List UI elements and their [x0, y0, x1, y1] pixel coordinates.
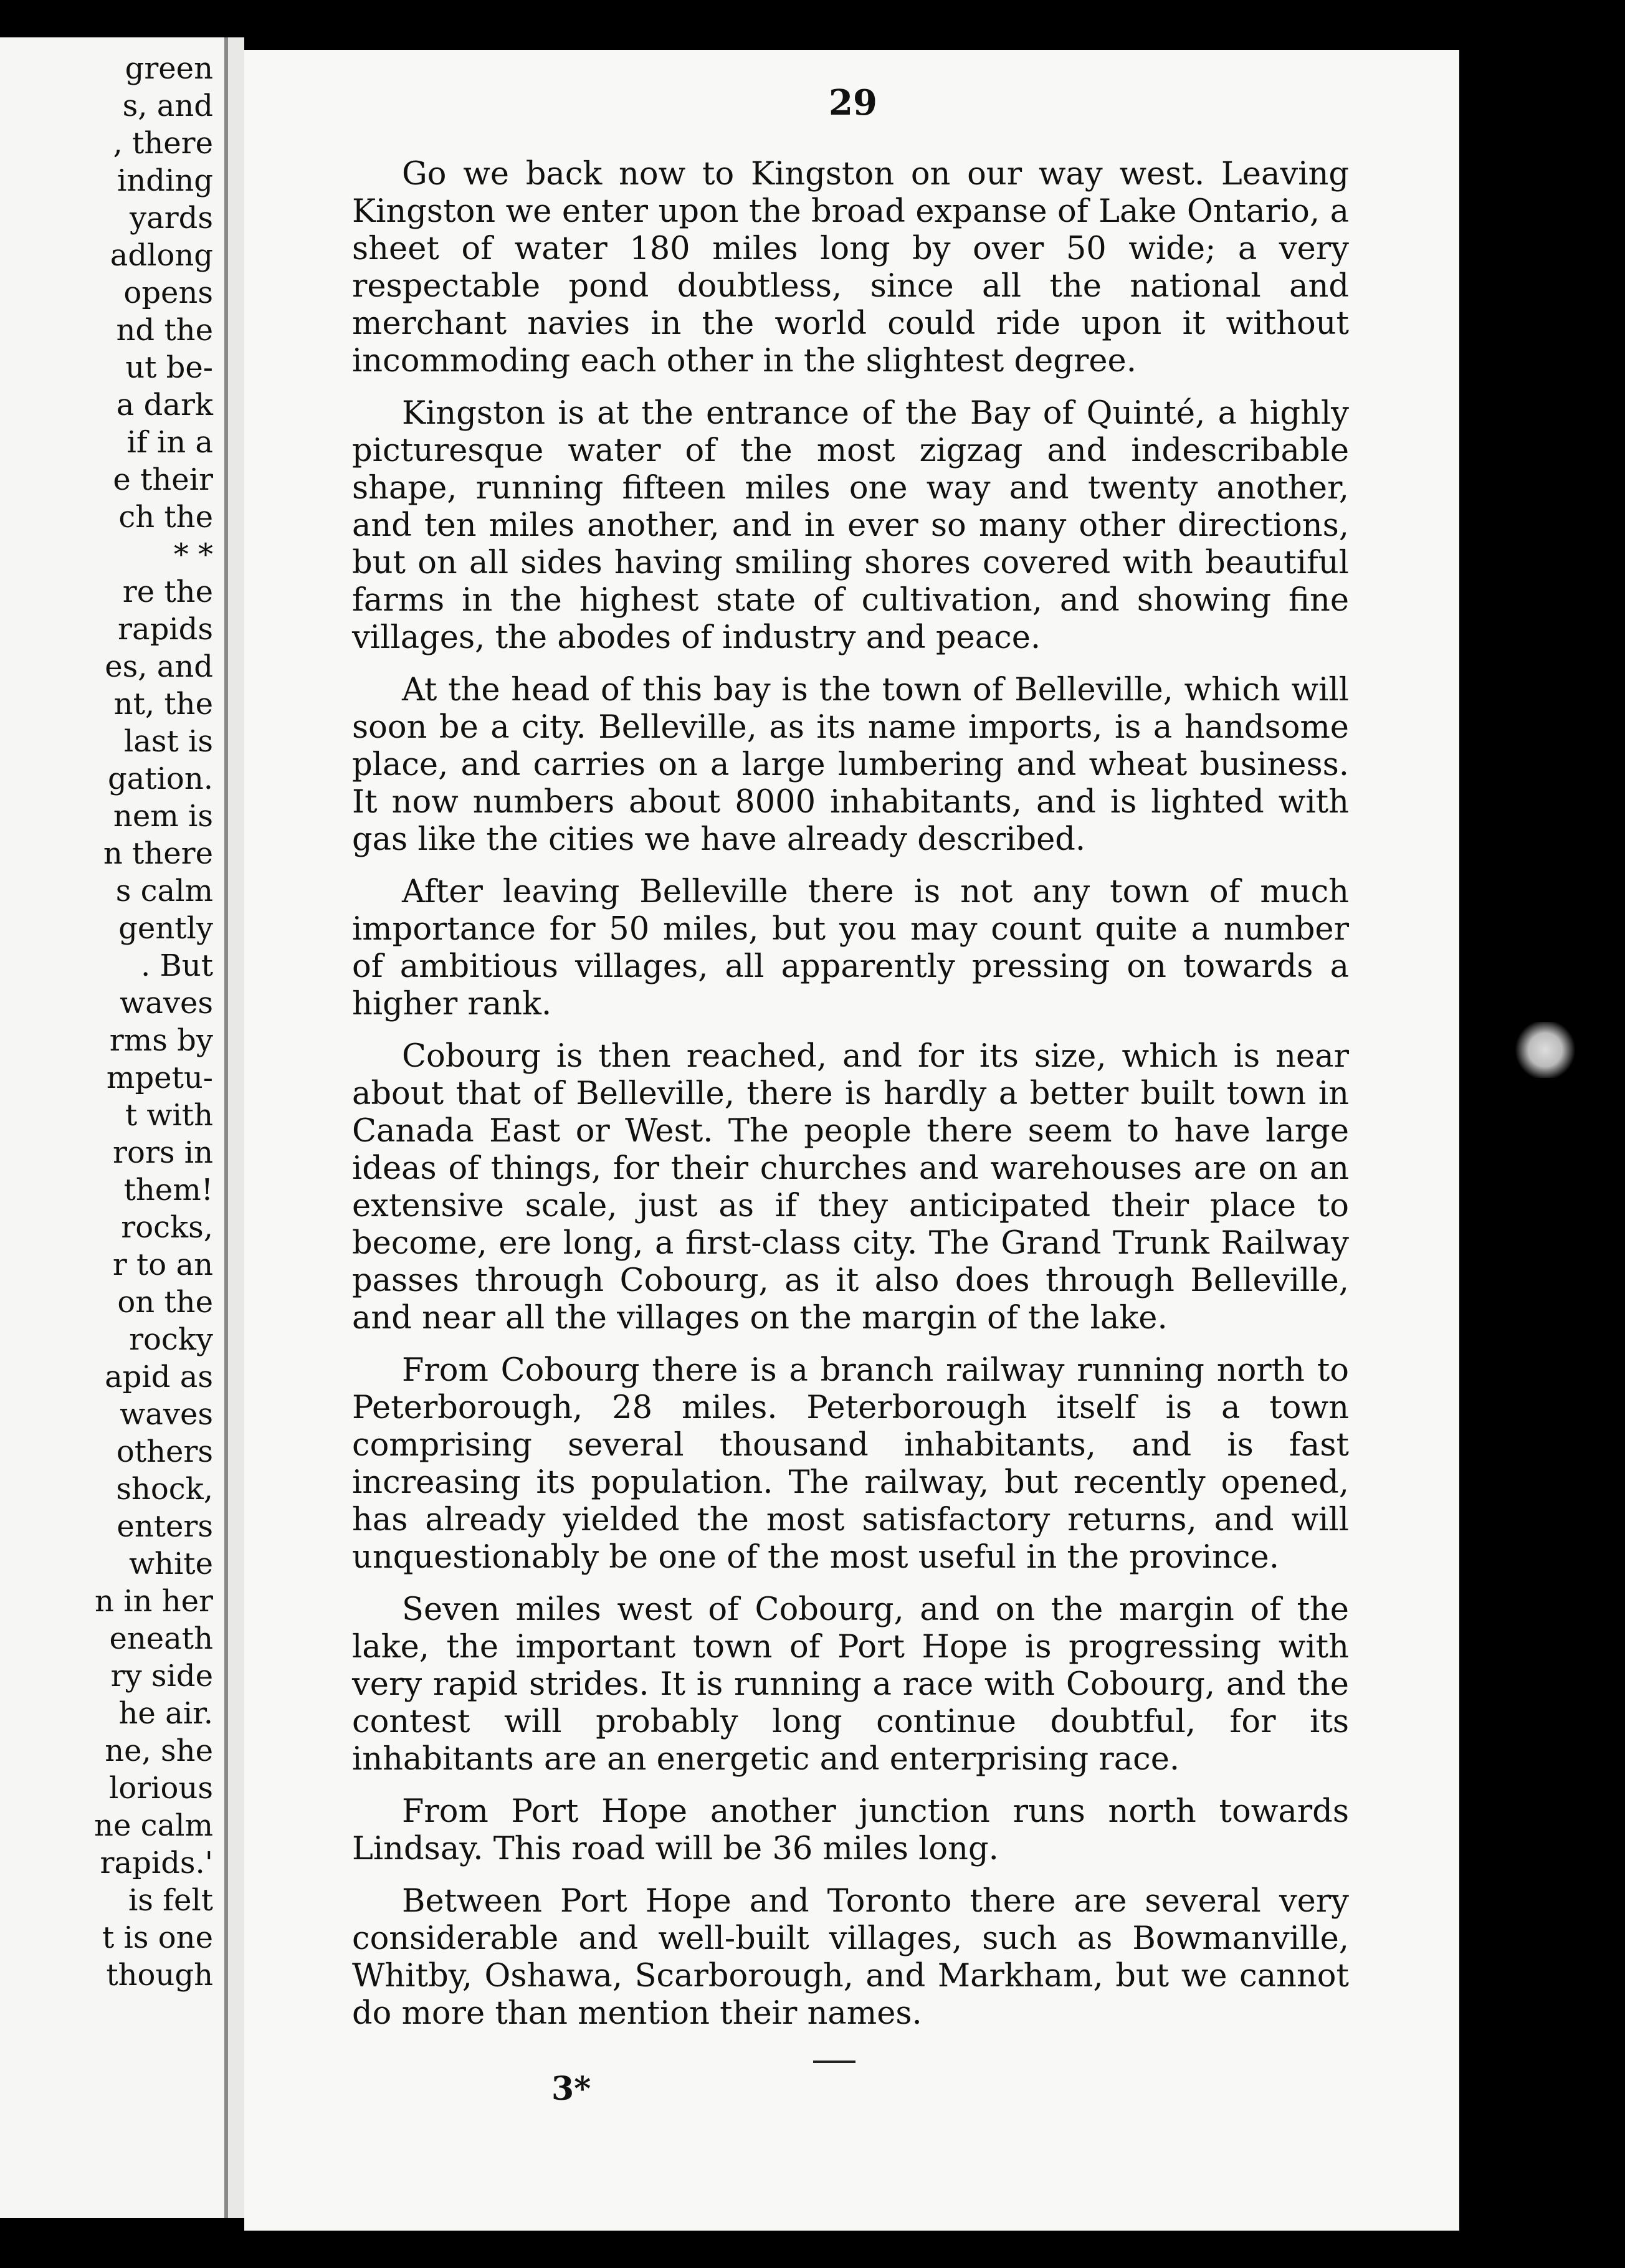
left-page-line: opens [123, 275, 213, 310]
left-page-line: rors in [113, 1135, 213, 1170]
paragraph: Seven miles west of Cobourg, and on the margin of the lake, the important town of Port Hope is progressing with very rapid strides. It is running a race with Cobourg, and the contest will probably long continue doubtful, for its inhabitants are an energetic and enterprising race. [352, 1591, 1349, 1778]
left-page-line: nem is [113, 799, 213, 834]
left-page-line: on the [117, 1285, 213, 1320]
left-page-line: * * [173, 537, 213, 572]
left-page-line: es, and [105, 649, 213, 684]
left-page-line: ch the [118, 500, 213, 535]
section-rule [813, 2061, 855, 2063]
left-page-line: rocks, [121, 1210, 213, 1245]
left-page-line: mpetu- [106, 1060, 213, 1095]
left-page-line: lorious [109, 1771, 213, 1806]
left-page-line: ry side [110, 1659, 213, 1694]
left-page-line: rms by [109, 1023, 213, 1058]
left-page-line: nd the [116, 313, 213, 348]
left-page-line: r to an [112, 1247, 213, 1282]
paragraph: Kingston is at the entrance of the Bay of Quinté, a highly picturesque water of the most zigzag and indescribable shape, running fifteen miles one way and twenty another, and ten miles another, and in ever so many other directions, but on all sides having smiling shores covered with beautiful farms in the highest state of cultivation, and showing fine villages, the abodes of industry and peace. [352, 395, 1349, 656]
left-page-line: enters [117, 1509, 213, 1544]
left-page-line: rapids.' [100, 1846, 213, 1880]
left-page-line: green [125, 51, 213, 86]
left-page-line: nt, the [113, 687, 213, 722]
signature-mark: 3* [551, 2070, 591, 2108]
left-page-line: s, and [122, 88, 213, 123]
left-page-line: t with [125, 1098, 213, 1133]
paragraph: Between Port Hope and Toronto there are several very considerable and well-built villages, such as Bowmanville, Whitby, Oshawa, Scarborough, and Markham, but we cannot do more than mention their names. [352, 1883, 1349, 2032]
left-page-line: gation. [107, 761, 213, 796]
left-page-line: n in her [95, 1584, 213, 1619]
left-page-line: re the [122, 574, 213, 609]
left-page-line: others [116, 1434, 213, 1469]
left-page-line: apid as [105, 1360, 213, 1394]
left-page-line: a dark [116, 388, 213, 422]
left-page-line: waves [120, 986, 213, 1021]
left-page-line: is felt [128, 1883, 213, 1918]
left-page-line: shock, [116, 1472, 213, 1507]
paragraph: After leaving Belleville there is not any town of much importance for 50 miles, but you may count quite a number of ambitious villages, all apparently pressing on towards a higher rank. [352, 874, 1349, 1022]
left-page-line: them! [123, 1173, 213, 1208]
left-page-line: s calm [115, 874, 213, 908]
left-page-line: t is one [102, 1920, 213, 1955]
left-page-line: yards [129, 201, 213, 236]
left-page-line: eneath [109, 1621, 213, 1656]
left-page-line: rocky [129, 1322, 213, 1357]
paragraph: At the head of this bay is the town of Belleville, which will soon be a city. Belleville, as its name imports, is a handsome place, and carries on a large lumbering and wheat business. It now numbers about 8000 inhabitants, and is lighted with gas like the cities we have already described. [352, 672, 1349, 858]
page-number: 29 [829, 82, 877, 123]
left-page-line: inding [117, 163, 213, 198]
paragraph: Go we back now to Kingston on our way west. Leaving Kingston we enter upon the broad expanse of Lake Ontario, a sheet of water 180 miles long by over 50 wide; a very respectable pond doubtless, since all the national and merchant navies in the world could ride upon it without incommoding each other in the slightest degree. [352, 156, 1349, 379]
left-page-line: though [106, 1958, 213, 1993]
left-page-line: last is [123, 724, 213, 759]
page-smudge [1514, 1022, 1576, 1078]
left-page-line: ne calm [94, 1808, 213, 1843]
left-page-line: ne, she [105, 1733, 213, 1768]
left-page-line: waves [120, 1397, 213, 1432]
left-page-line: e their [113, 462, 213, 497]
previous-page-fragment [0, 37, 224, 2218]
left-page-line: gently [118, 911, 213, 946]
paragraph: From Port Hope another junction runs north towards Lindsay. This road will be 36 miles long. [352, 1793, 1349, 1867]
left-page-line: white [128, 1546, 213, 1581]
left-page-line: he air. [118, 1696, 213, 1731]
left-page-line: if in a [126, 425, 213, 460]
paragraph: Cobourg is then reached, and for its size, which is near about that of Belleville, there is hardly a better built town in Canada East or West. The people there seem to have large ideas of things, for their churches and warehouses are on an extensive scale, just as if they anticipated their place to become, ere long, a first-class city. The Grand Trunk Railway passes through Cobourg, as it also does through Belleville, and near all the villages on the margin of the lake. [352, 1038, 1349, 1336]
left-page-line: . But [141, 948, 213, 983]
left-page-line: ut be- [125, 350, 213, 385]
paragraph: From Cobourg there is a branch railway running north to Peterborough, 28 miles. Peterborough itself is a town comprising several thousand inhabitants, and is fast increasing its population. The railway, but recently opened, has already yielded the most satisfactory returns, and will unquestionably be one of the most useful in the province. [352, 1352, 1349, 1576]
left-page-line: rapids [118, 612, 213, 647]
book-gutter [224, 37, 244, 2218]
left-page-line: , there [113, 126, 213, 161]
left-page-line: adlong [110, 238, 213, 273]
left-page-line: n there [103, 836, 213, 871]
body-text [352, 156, 1349, 2047]
